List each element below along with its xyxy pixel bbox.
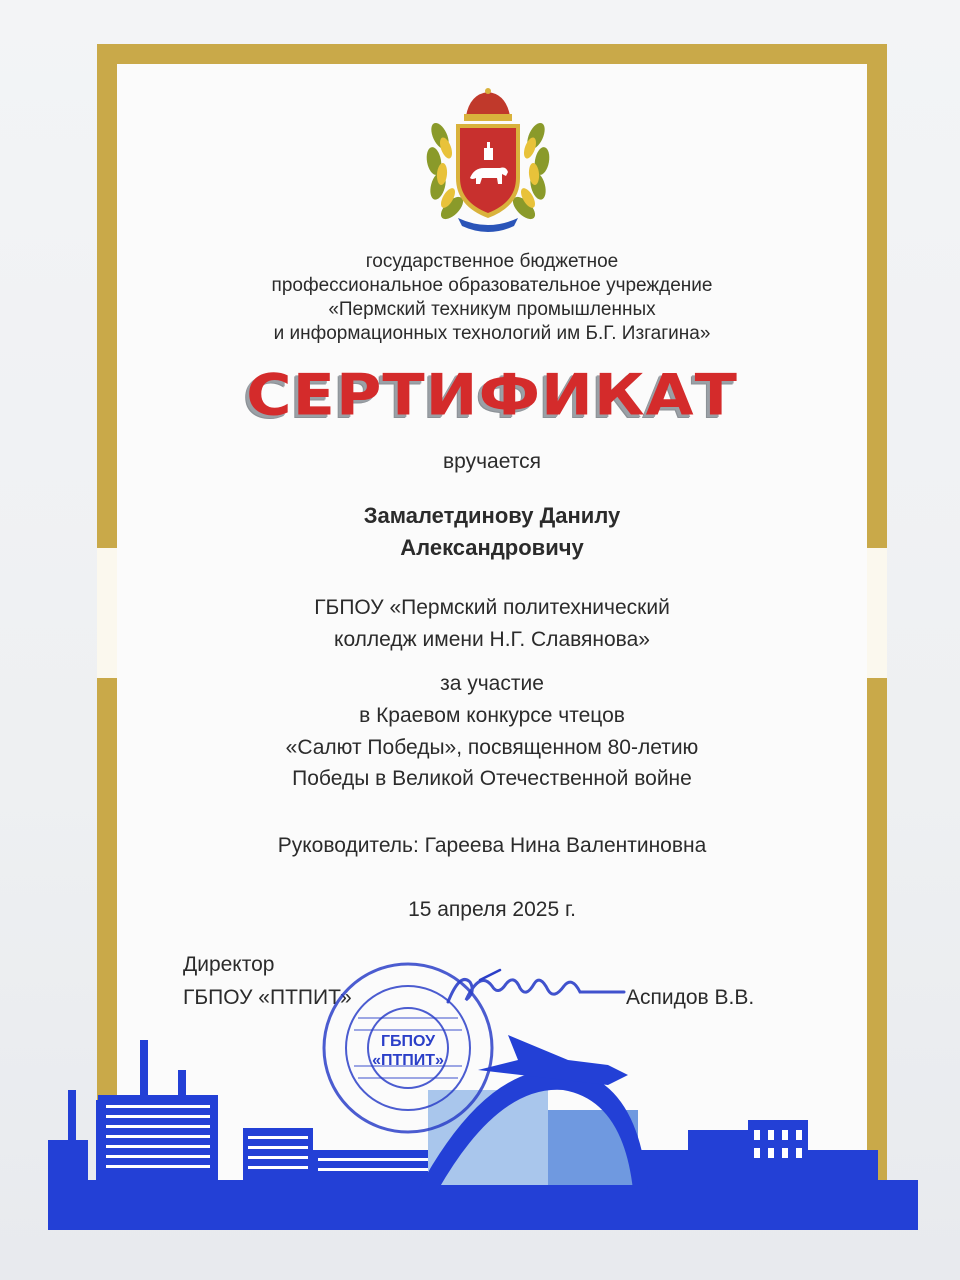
recipient-name-line-1: Замалетдинову Данилу xyxy=(363,503,621,528)
certificate-title: СЕРТИФИКАТ xyxy=(246,360,738,429)
awarded-text: вручается xyxy=(443,450,541,473)
coat-of-arms-emblem xyxy=(418,86,558,236)
institution-line-1: ГБПОУ «Пермский политехнический xyxy=(314,596,670,619)
org-line-4: и информационных технологий им Б.Г. Изгагина» xyxy=(273,323,711,344)
signatory-title-line-2: ГБПОУ «ПТПИТ» xyxy=(183,986,352,1009)
org-line-3: «Пермский техникум промышленных xyxy=(328,299,656,320)
stamp-center-line-2: «ПТПИТ» xyxy=(372,1052,444,1069)
reason-line-4: Победы в Великой Отечественной войне xyxy=(292,767,692,790)
frame-gap-right xyxy=(867,548,887,678)
date-text: 15 апреля 2025 г. xyxy=(408,898,576,921)
signatory-name: Аспидов В.В. xyxy=(626,986,755,1009)
supervisor-text: Руководитель: Гареева Нина Валентиновна xyxy=(277,834,707,857)
reason-line-2: в Краевом конкурсе чтецов xyxy=(359,704,625,727)
org-line-1: государственное бюджетное xyxy=(365,251,619,272)
reason-line-1: за участие xyxy=(440,672,544,695)
frame-gap-left xyxy=(97,548,117,678)
stamp-center-line-1: ГБПОУ xyxy=(380,1033,436,1050)
handwritten-signature xyxy=(440,962,630,1012)
institution-line-2: колледж имени Н.Г. Славянова» xyxy=(334,628,650,651)
reason-line-3: «Салют Победы», посвященном 80-летию xyxy=(285,736,699,759)
recipient-name-line-2: Александровичу xyxy=(400,535,584,560)
signatory-title-line-1: Директор xyxy=(183,953,275,976)
org-line-2: профессиональное образовательное учреждение xyxy=(271,275,713,296)
